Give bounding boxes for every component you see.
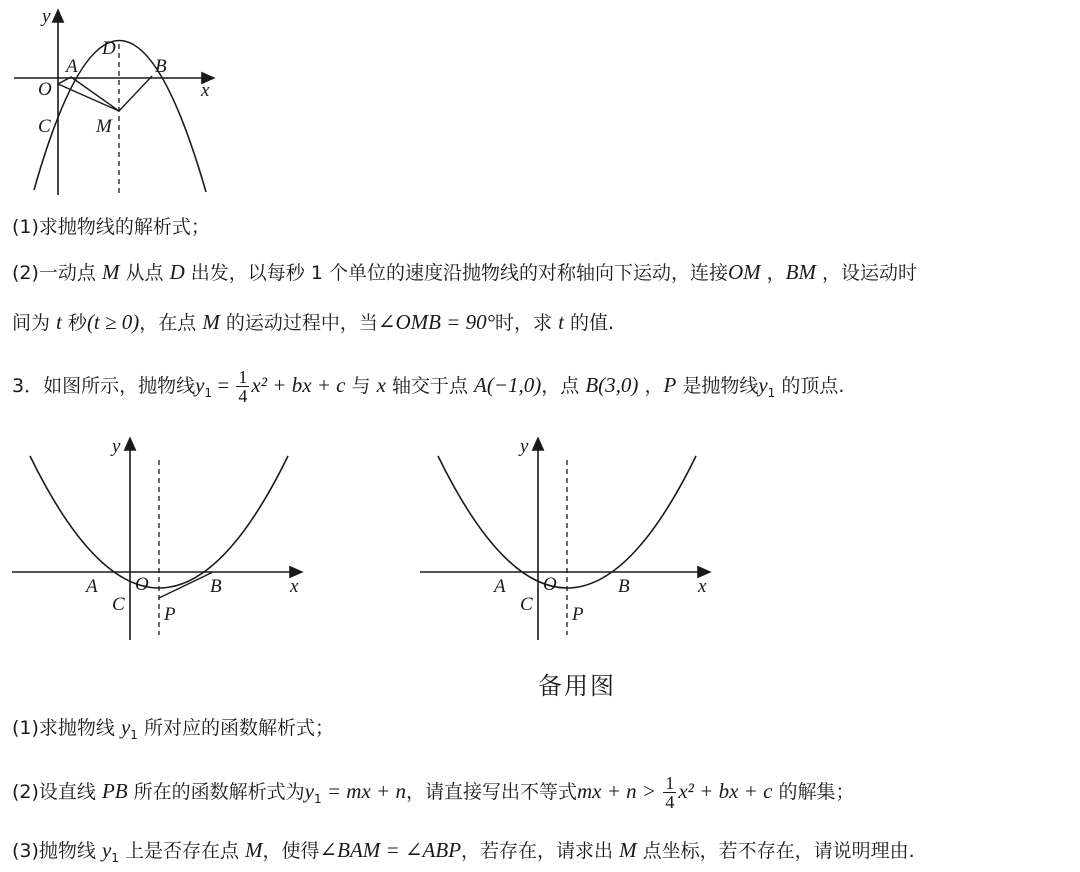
label-O: O <box>135 574 149 595</box>
segment-PB <box>159 572 213 598</box>
q2-part1: (1)求抛物线的解析式； <box>12 216 210 238</box>
label-y: y <box>520 436 529 457</box>
label-M: M <box>96 116 112 137</box>
label-B: B <box>210 576 222 597</box>
parabola <box>34 40 206 192</box>
q3-intro: 3．如图所示，抛物线$y_1$ = $\frac{1}{4}$ x² + bx + c 与 x 轴交于点 A(−1,0)，点 B(3,0) ，P 是抛物线$y_1$ 的顶点. <box>12 367 845 406</box>
label-A: A <box>494 576 506 597</box>
q2-part2-line1: (2)一动点 M 从点 D 出发，以每秒 1 个单位的速度沿抛物线的对称轴向下运动，连接OM ，BM ，设运动时 <box>12 260 918 284</box>
label-B: B <box>618 576 630 597</box>
q2-part2-line2: 间为 t 秒(t ≥ 0)，在点 M 的运动过程中，当∠OMB = 90°时，求 t 的值. <box>12 310 615 334</box>
label-C: C <box>38 116 51 137</box>
figure-1 <box>0 0 230 200</box>
label-P: P <box>572 604 584 625</box>
label-x: x <box>290 576 299 597</box>
label-C: C <box>112 594 125 615</box>
label-y: y <box>42 6 51 27</box>
label-A: A <box>86 576 98 597</box>
q3-part3: (3)抛物线 $y_1$ 上是否存在点 M，使得∠BAM = ∠ABP，若存在，请求出 M 点坐标，若不存在，请说明理由. <box>12 838 915 865</box>
label-D: D <box>102 38 116 59</box>
label-O: O <box>543 574 557 595</box>
q3-part1: (1)求抛物线 $y_1$ 所对应的函数解析式； <box>12 715 334 742</box>
figure-3 <box>408 430 728 640</box>
label-P: P <box>164 604 176 625</box>
label-x: x <box>698 576 707 597</box>
segment-ABMA <box>58 76 152 111</box>
label-y: y <box>112 436 121 457</box>
label-x: x <box>201 80 210 101</box>
label-C: C <box>520 594 533 615</box>
label-O: O <box>38 79 52 100</box>
label-B: B <box>155 56 167 77</box>
fraction-1-4: $\frac{1}{4}$ <box>665 773 675 812</box>
fraction-1-4: $\frac{1}{4}$ <box>238 367 248 406</box>
figure-caption: 备用图 <box>538 672 616 700</box>
label-A: A <box>66 56 78 77</box>
figure-2 <box>0 430 320 640</box>
q3-part2: (2)设直线 PB 所在的函数解析式为$y_1$ = mx + n，请直接写出不等式mx + n > $\frac{1}{4}$ x² + bx + c 的解集； <box>12 773 855 812</box>
